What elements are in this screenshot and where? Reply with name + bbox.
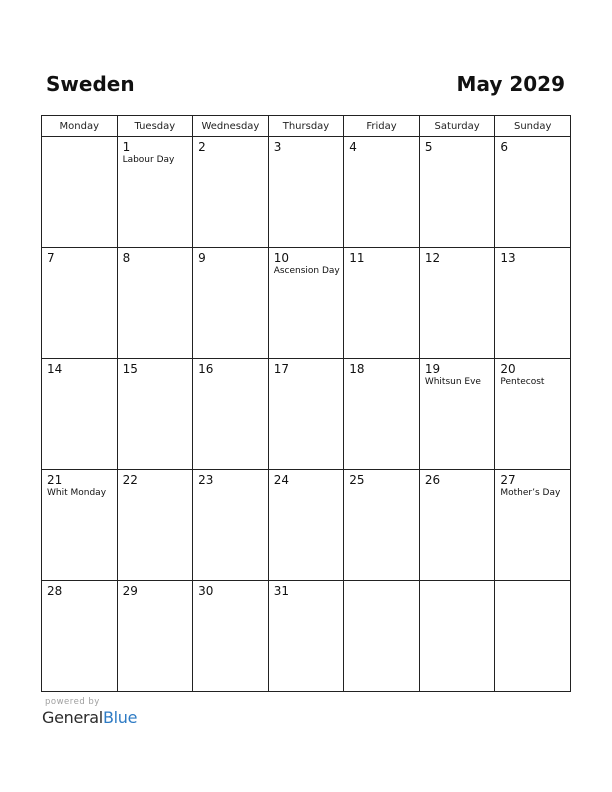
powered-by-label: powered by [45, 697, 100, 707]
weekday-header: Monday [42, 116, 118, 137]
day-number: 24 [273, 473, 289, 487]
calendar-day-cell [268, 359, 344, 470]
calendar-day-cell [344, 248, 420, 359]
calendar-day-cell [268, 581, 344, 692]
weekday-header: Thursday [268, 116, 344, 137]
calendar-day-cell [495, 581, 571, 692]
day-number: 13 [500, 251, 516, 265]
day-number: 3 [273, 140, 282, 154]
day-number: 8 [122, 251, 131, 265]
country-title: Sweden [46, 72, 135, 96]
calendar-day-cell [193, 470, 269, 581]
footer [42, 697, 137, 729]
calendar-week-row [42, 470, 571, 581]
day-number: 7 [47, 251, 55, 265]
day-number: 9 [198, 251, 206, 265]
day-number: 30 [198, 584, 214, 598]
calendar-day-cell [495, 137, 571, 248]
day-number: 4 [349, 140, 357, 154]
day-number: 18 [349, 362, 365, 376]
calendar-week-row [42, 359, 571, 470]
calendar-day-cell [419, 248, 495, 359]
day-number: 16 [198, 362, 214, 376]
calendar-day-cell [344, 137, 420, 248]
day-number: 31 [273, 584, 289, 598]
calendar-day-cell [419, 359, 495, 470]
day-number: 26 [424, 473, 441, 487]
day-number: 27 [500, 473, 516, 487]
calendar-week-row [42, 137, 571, 248]
holiday-label: Mother’s Day [500, 488, 561, 498]
day-number: 19 [424, 362, 441, 376]
calendar-day-cell [42, 359, 118, 470]
weekday-header: Friday [344, 116, 420, 137]
calendar-day-cell [193, 248, 269, 359]
day-number: 28 [47, 584, 63, 598]
calendar-day-cell [419, 137, 495, 248]
day-number: 10 [273, 251, 289, 265]
calendar-day-cell [344, 470, 420, 581]
day-number [495, 581, 570, 584]
calendar-day-cell [193, 359, 269, 470]
weekday-header: Saturday [419, 116, 495, 137]
calendar-week-row [42, 581, 571, 692]
day-number: 15 [122, 362, 138, 376]
day-number: 22 [122, 473, 138, 487]
calendar-day-cell [42, 470, 118, 581]
calendar-day-cell [117, 359, 193, 470]
day-number: 1 [122, 140, 131, 154]
calendar-day-cell [419, 581, 495, 692]
day-number: 17 [273, 362, 289, 376]
calendar-day-cell [193, 137, 269, 248]
holiday-label: Labour Day [122, 155, 175, 165]
calendar-day-cell [117, 137, 193, 248]
calendar-day-cell [495, 359, 571, 470]
brand-blue-text: Blue [102, 708, 138, 727]
calendar-day-cell [193, 581, 269, 692]
brand-general-text: General [42, 708, 103, 727]
weekday-header-row [42, 116, 571, 137]
day-number: 29 [122, 584, 138, 598]
day-number: 20 [500, 362, 516, 376]
day-number: 6 [500, 140, 509, 154]
calendar-day-cell [268, 470, 344, 581]
calendar-day-cell [117, 470, 193, 581]
calendar-day-cell [268, 137, 344, 248]
holiday-label: Whitsun Eve [424, 377, 481, 387]
calendar-day-cell [117, 248, 193, 359]
calendar-day-cell [419, 470, 495, 581]
day-number: 2 [198, 140, 206, 154]
day-number [420, 581, 495, 584]
calendar-day-cell [42, 581, 118, 692]
day-number: 5 [424, 140, 433, 154]
holiday-label: Whit Monday [47, 488, 107, 498]
day-number: 25 [349, 473, 365, 487]
calendar-day-cell [42, 137, 118, 248]
calendar-grid [41, 115, 571, 692]
month-year-title: May 2029 [456, 72, 565, 96]
weekday-header: Tuesday [117, 116, 193, 137]
day-number: 12 [424, 251, 441, 265]
calendar-day-cell [42, 248, 118, 359]
holiday-label: Pentecost [500, 377, 545, 387]
calendar-day-cell [268, 248, 344, 359]
day-number: 14 [47, 362, 63, 376]
day-number: 21 [47, 473, 63, 487]
weekday-header: Sunday [495, 116, 571, 137]
day-number: 23 [198, 473, 214, 487]
calendar-week-row [42, 248, 571, 359]
calendar-day-cell [495, 470, 571, 581]
calendar-day-cell [117, 581, 193, 692]
calendar-day-cell [495, 248, 571, 359]
calendar-day-cell [344, 581, 420, 692]
day-number [344, 581, 419, 584]
day-number [42, 137, 117, 140]
generalblue-logo[interactable] [42, 707, 137, 729]
holiday-label: Ascension Day [273, 266, 340, 276]
weekday-header: Wednesday [193, 116, 269, 137]
day-number: 11 [349, 251, 365, 265]
calendar-day-cell [344, 359, 420, 470]
